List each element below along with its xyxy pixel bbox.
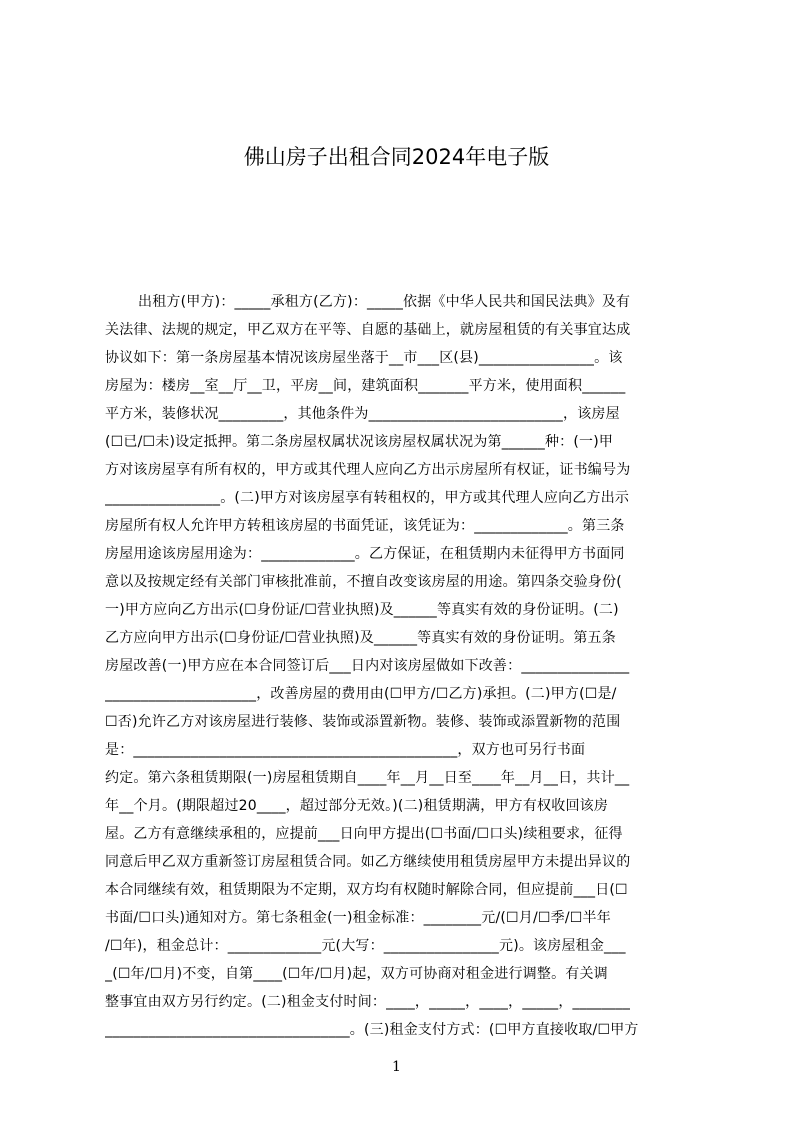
body-line: 平方米，装修状况_________，其他条件为___________________________，该房屋	[105, 406, 620, 422]
body-line: ☐否)允许乙方对该房屋进行装修、装饰或添置新物。装修、装饰或添置新物的范围	[105, 714, 621, 730]
body-line: 房屋用途该房屋用途为：_____________。乙方保证，在租赁期内未征得甲方书面同	[105, 546, 625, 562]
body-line: __________________________________。(三)租金支付方式：(☐甲方直接收取/☐甲方	[105, 1022, 639, 1038]
body-line: 整事宜由双方另行约定。(二)租金支付时间：____，_____，____，_____，________	[105, 994, 631, 1010]
body-line: 协议如下：第一条房屋基本情况该房屋坐落于__市___区(县)________________。该	[105, 350, 623, 366]
body-line: ________________。(二)甲方对该房屋享有转租权的，甲方或其代理人应向乙方出示	[105, 490, 630, 506]
body-line: 书面/☐口头)通知对方。第七条租金(一)租金标准：________元/(☐月/☐季/☐半年	[105, 910, 611, 926]
body-line: _____________________，改善房屋的费用由(☐甲方/☐乙方)承担。(二)甲方(☐是/	[105, 686, 617, 702]
body-line: 屋。乙方有意继续承租的，应提前___日向甲方提出(☐书面/☐口头)续租要求，征得	[105, 826, 623, 842]
body-line: 同意后甲乙双方重新签订房屋租赁合同。如乙方继续使用租赁房屋甲方未提出异议的	[105, 854, 631, 870]
body-line: 约定。第六条租赁期限(一)房屋租赁期自____年__月__日至____年__月__日，共计__	[105, 770, 630, 786]
body-line: 出租方(甲方)：_____承租方(乙方)：_____依据《中华人民共和国民法典》及有	[138, 294, 631, 310]
page-number: 1	[392, 1059, 401, 1075]
body-line: /☐年)，租金总计：_____________元(大写：________________元)。该房屋租金___	[105, 938, 626, 954]
body-line: 方对该房屋享有所有权的，甲方或其代理人应向乙方出示房屋所有权证，证书编号为	[105, 462, 631, 478]
body-line: 房屋所有权人允许甲方转租该房屋的书面凭证，该凭证为：_____________。第三条	[105, 518, 625, 534]
body-line: 房屋为：楼房__室__厅__卫，平房__间，建筑面积_______平方米，使用面积______	[105, 378, 626, 394]
body-line: (☐已/☐未)设定抵押。第二条房屋权属状况该房屋权属状况为第______种：(一)甲	[105, 434, 614, 450]
body-line: 乙方应向甲方出示(☐身份证/☐营业执照)及______等真实有效的身份证明。第五条	[105, 630, 616, 646]
body-line: 关法律、法规的规定，甲乙双方在平等、自愿的基础上，就房屋租赁的有关事宜达成	[105, 322, 631, 338]
contract-body	[105, 288, 697, 1044]
body-line: 一)甲方应向乙方出示(☐身份证/☐营业执照)及______等真实有效的身份证明。(二)	[105, 602, 619, 618]
body-line: 年__个月。(期限超过20____，超过部分无效。)(二)租赁期满，甲方有权收回该房	[105, 798, 609, 814]
body-line: 是：_____________________________________________，双方也可另行书面	[105, 742, 586, 758]
body-line: 意以及按规定经有关部门审核批准前，不擅自改变该房屋的用途。第四条交验身份(	[105, 574, 622, 590]
body-line: 本合同继续有效，租赁期限为不定期，双方均有权随时解除合同，但应提前___日(☐	[105, 882, 628, 898]
body-line: _(☐年/☐月)不变，自第____(☐年/☐月)起，双方可协商对租金进行调整。有关调	[105, 966, 608, 982]
document-title: 佛山房子出租合同2024年电子版	[243, 145, 550, 169]
body-line: 房屋改善(一)甲方应在本合同签订后___日内对该房屋做如下改善：_______________	[105, 658, 630, 674]
